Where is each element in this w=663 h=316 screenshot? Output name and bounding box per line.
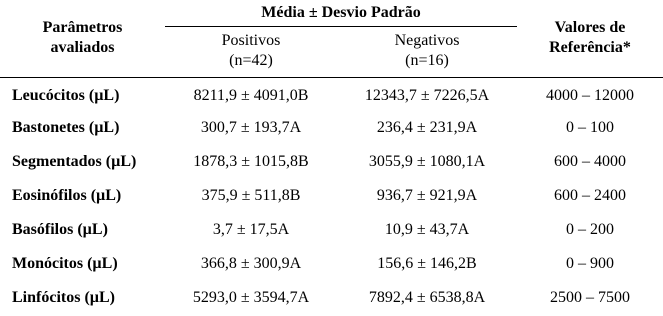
row-positive-value: 300,7 ± 193,7A (200, 119, 302, 136)
row-parameter: Monócitos (µL) (12, 255, 118, 272)
table-row (0, 77, 663, 111)
row-parameter: Basófilos (µL) (12, 221, 108, 238)
row-reference-value: 600 – 4000 (554, 153, 626, 170)
row-reference-value: 2500 – 7500 (550, 289, 630, 306)
table-row (0, 111, 663, 145)
row-parameter: Linfócitos (µL) (12, 289, 115, 306)
row-negative-value: 10,9 ± 43,7A (384, 221, 470, 238)
table-body (0, 77, 663, 315)
header-parameters-line2: avaliados (50, 39, 115, 57)
row-negative-value: 936,7 ± 921,9A (376, 187, 478, 204)
row-parameter: Segmentados (µL) (12, 153, 137, 170)
row-negative-value: 12343,7 ± 7226,5A (364, 87, 490, 105)
row-positive-value: 1878,3 ± 1015,8B (193, 153, 309, 170)
row-reference-value: 600 – 2400 (554, 187, 626, 204)
row-negative-value: 156,6 ± 146,2B (377, 255, 477, 272)
row-positive-value: 375,9 ± 511,8B (201, 187, 301, 204)
header-negative-label: Negativos (394, 31, 460, 49)
row-positive-value: 366,8 ± 300,9A (200, 255, 302, 272)
row-positive-value: 3,7 ± 17,5A (212, 221, 290, 238)
table-header (0, 0, 663, 77)
header-reference (517, 0, 663, 77)
table-row (0, 179, 663, 213)
row-reference-value: 0 – 100 (566, 119, 614, 136)
table-row (0, 145, 663, 179)
header-positive-n: (n=42) (229, 51, 273, 69)
table-row (0, 213, 663, 247)
row-reference-value: 0 – 900 (566, 255, 614, 272)
row-negative-value: 7892,4 ± 6538,8A (368, 289, 486, 306)
row-parameter: Eosinófilos (µL) (12, 187, 122, 204)
header-reference-line2: Referência* (549, 39, 631, 57)
header-positive (165, 26, 337, 77)
row-reference-value: 0 – 200 (566, 221, 614, 238)
header-positive-label: Positivos (221, 31, 281, 49)
table-row (0, 247, 663, 281)
table-row (0, 281, 663, 315)
header-negative-n: (n=16) (405, 51, 449, 69)
row-positive-value: 5293,0 ± 3594,7A (192, 289, 310, 306)
header-reference-line1: Valores de (554, 19, 626, 37)
row-parameter: Bastonetes (µL) (12, 119, 120, 136)
row-positive-value: 8211,9 ± 4091,0B (193, 87, 309, 105)
header-mean-sd: Média ± Desvio Padrão (165, 0, 517, 26)
header-parameters (0, 0, 165, 77)
row-negative-value: 3055,9 ± 1080,1A (368, 153, 486, 170)
header-parameters-line1: Parâmetros (42, 19, 123, 37)
row-parameter: Leucócitos (µL) (12, 87, 120, 105)
row-negative-value: 236,4 ± 231,9A (376, 119, 478, 136)
header-negative (337, 26, 517, 77)
row-reference-value: 4000 – 12000 (546, 87, 634, 105)
